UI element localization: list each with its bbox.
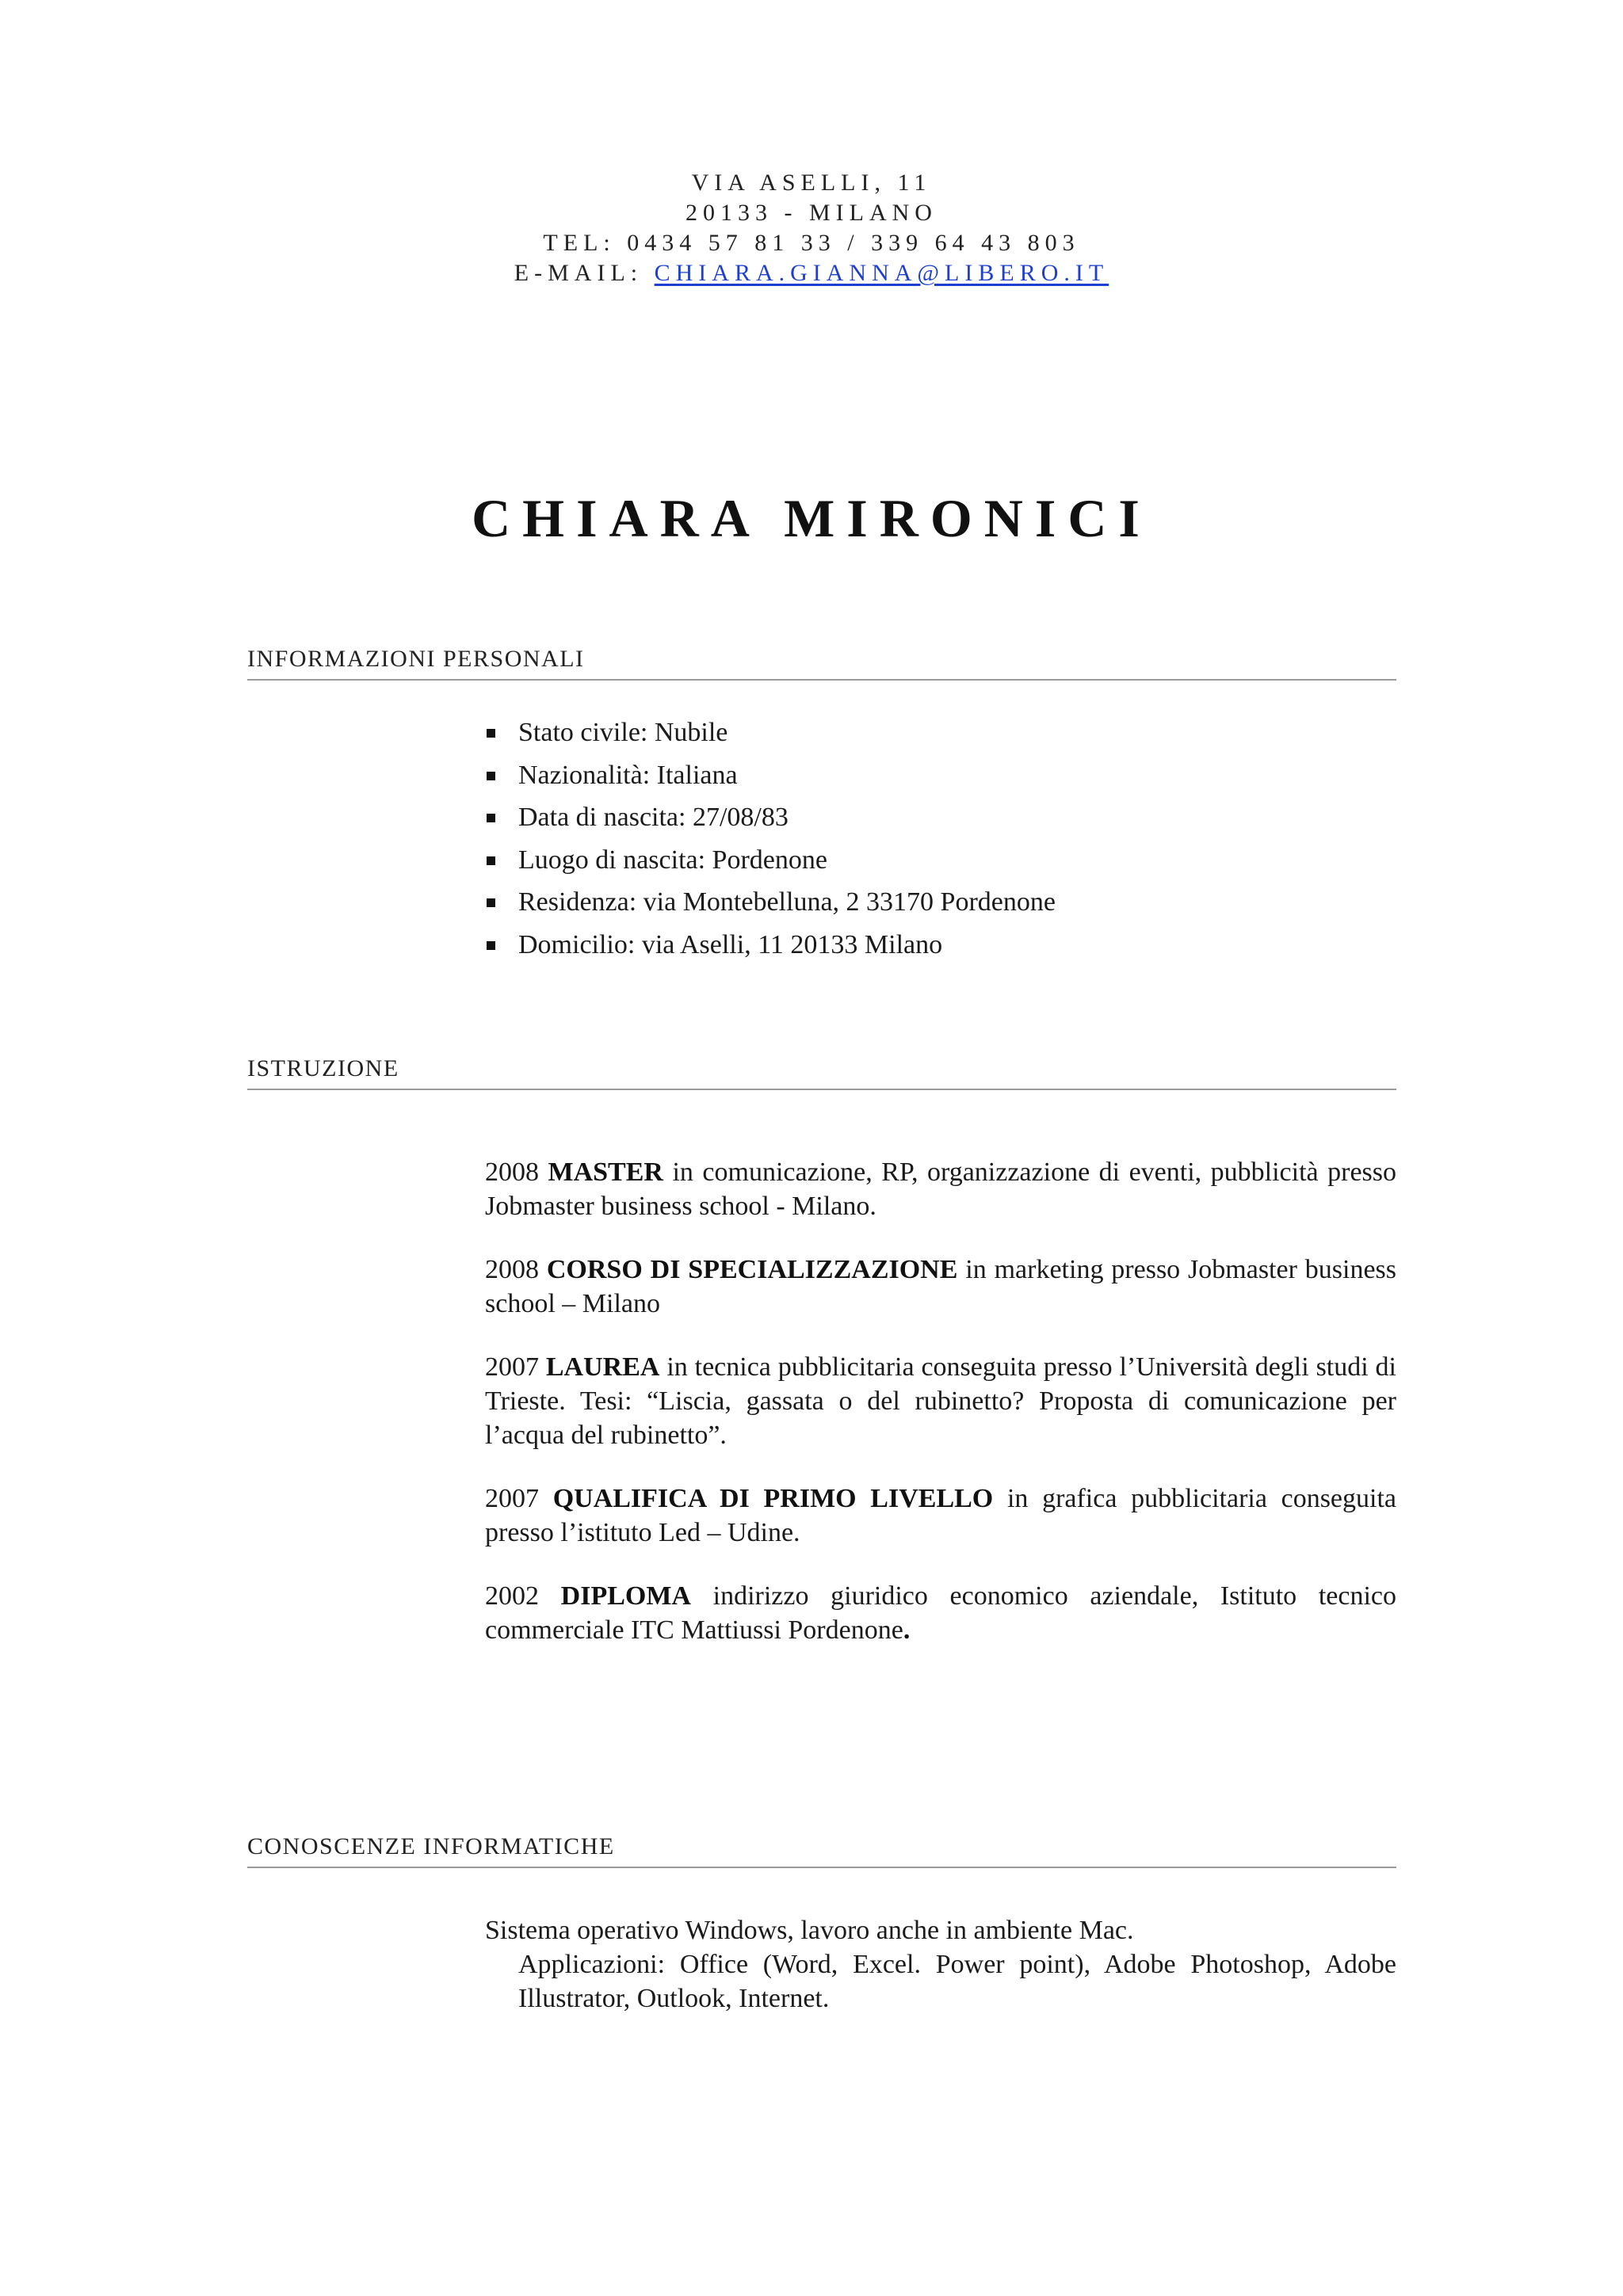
education-title: LAUREA — [545, 1352, 660, 1382]
education-entry — [485, 1579, 1396, 1647]
education-description: in comunicazione, RP, organizzazione di eventi, pubblicità presso Jobmaster business school - Milano. — [485, 1158, 1396, 1221]
square-bullet-icon — [487, 856, 495, 865]
contact-phone: TEL: 0434 57 81 33 / 339 64 43 803 — [543, 230, 1080, 256]
personal-item-text: Nazionalità: Italiana — [518, 760, 738, 790]
education-year: 2002 — [485, 1581, 539, 1611]
list-item — [485, 796, 1056, 839]
education-title: DIPLOMA — [560, 1581, 691, 1611]
education-description: in grafica pubblicitaria conseguita presso l’istituto Led – Udine. — [485, 1484, 1397, 1547]
personal-item-text: Stato civile: Nubile — [518, 718, 728, 747]
list-item — [485, 839, 1056, 882]
personal-item-text: Residenza: via Montebelluna, 2 33170 Pordenone — [518, 887, 1056, 917]
education-title: MASTER — [548, 1158, 663, 1187]
section-heading-it-skills: CONOSCENZE INFORMATICHE — [247, 1833, 1396, 1868]
education-list — [485, 1155, 1396, 1676]
resume-name: CHIARA MIRONICI — [472, 488, 1151, 548]
it-apps-text: Applicazioni: Office (Word, Excel. Power point), Adobe Photoshop, Adobe Illustrator, Outlook, Internet. — [518, 1950, 1396, 2013]
list-item — [485, 924, 1056, 967]
education-entry — [485, 1155, 1396, 1223]
education-title: CORSO DI SPECIALIZZAZIONE — [546, 1255, 958, 1284]
contact-city: 20133 - MILANO — [685, 200, 938, 226]
it-skills-block — [485, 1913, 1396, 2016]
list-item — [485, 881, 1056, 924]
personal-item-text: Domicilio: via Aselli, 11 20133 Milano — [518, 929, 943, 959]
email-link[interactable]: CHIARA.GIANNA@LIBERO.IT — [654, 260, 1109, 286]
list-item — [485, 711, 1056, 754]
education-description: indirizzo giuridico economico aziendale, Istituto tecnico commerciale ITC Mattiussi Pordenone — [485, 1581, 1396, 1645]
personal-info-list — [485, 711, 1056, 966]
education-entry — [485, 1482, 1396, 1550]
education-entry — [485, 1253, 1396, 1321]
education-year: 2008 — [485, 1158, 539, 1187]
square-bullet-icon — [487, 772, 495, 780]
education-entry — [485, 1350, 1396, 1452]
contact-address: VIA ASELLI, 11 — [691, 170, 932, 196]
education-description: in tecnica pubblicitaria conseguita presso l’Università degli studi di Trieste. Tesi: “Liscia, gassata o del rubinetto? Proposta di comunicazione per l’acqua del rubinetto”. — [485, 1352, 1397, 1450]
education-year: 2007 — [485, 1484, 539, 1513]
it-os-text: Sistema operativo Windows, lavoro anche in ambiente Mac. — [485, 1916, 1134, 1945]
section-heading-personal: INFORMAZIONI PERSONALI — [247, 646, 1396, 681]
personal-item-text: Data di nascita: 27/08/83 — [518, 803, 789, 832]
email-label: E-MAIL: — [514, 260, 655, 286]
education-year: 2007 — [485, 1352, 539, 1382]
education-title: QUALIFICA DI PRIMO LIVELLO — [552, 1484, 994, 1513]
list-item — [485, 754, 1056, 797]
square-bullet-icon — [487, 898, 495, 907]
education-year: 2008 — [485, 1255, 539, 1284]
section-heading-education: ISTRUZIONE — [247, 1055, 1396, 1090]
contact-block — [0, 168, 1623, 288]
personal-item-text: Luogo di nascita: Pordenone — [518, 845, 827, 875]
education-description: in marketing presso Jobmaster business school – Milano — [485, 1255, 1397, 1318]
contact-email-line — [0, 258, 1623, 288]
square-bullet-icon — [487, 729, 495, 738]
square-bullet-icon — [487, 814, 495, 822]
education-end-period: . — [903, 1615, 911, 1645]
square-bullet-icon — [487, 941, 495, 950]
